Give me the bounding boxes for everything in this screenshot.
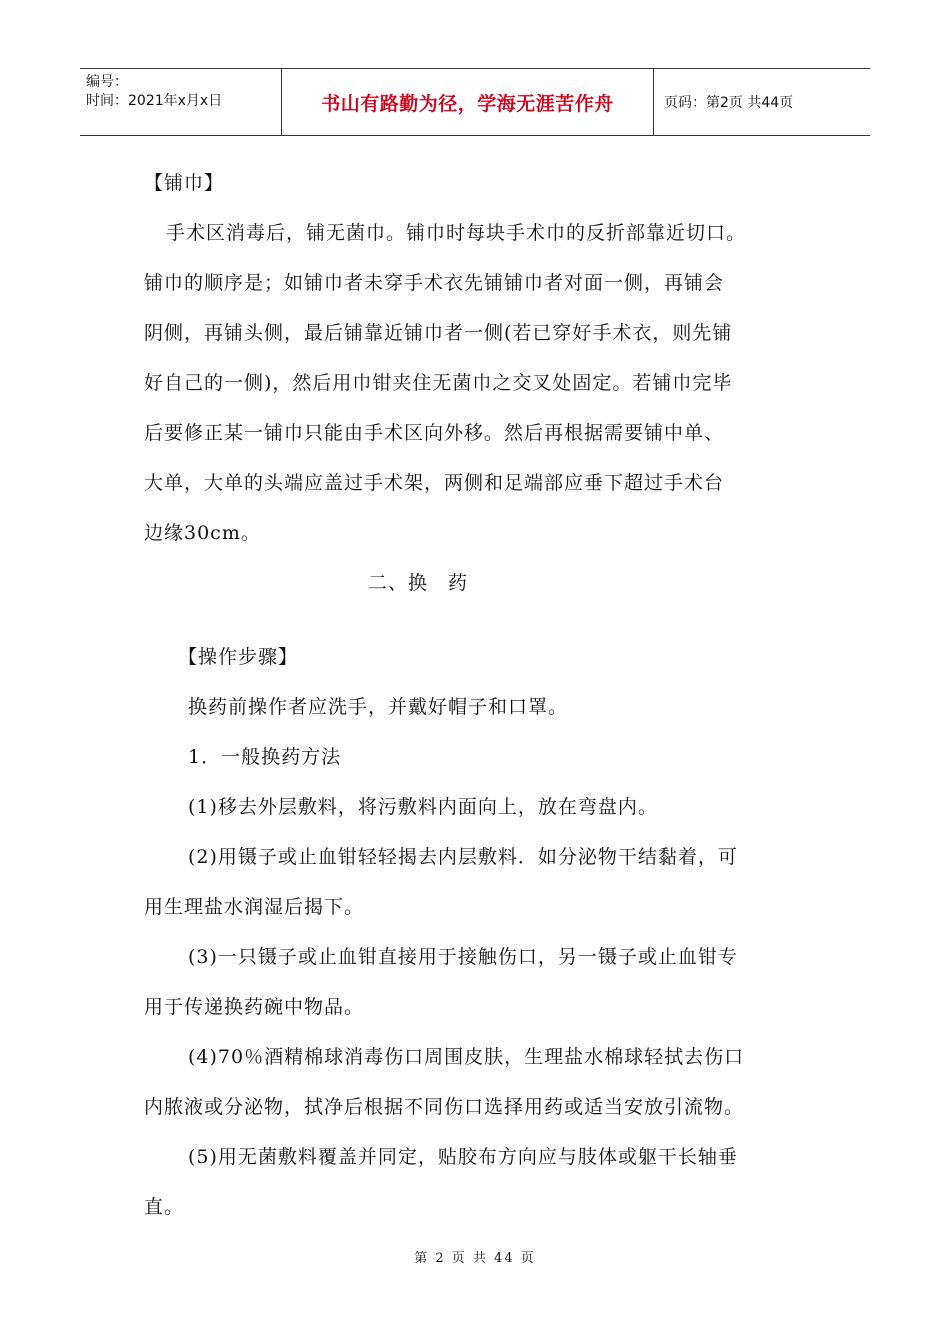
paragraph-line: 边缘30cm。 [144, 522, 261, 544]
subheading-general-method: 1．一般换药方法 [188, 746, 342, 768]
step-3-cont: 用于传递换药碗中物品。 [144, 996, 365, 1018]
paragraph-line: 后要修正某一铺巾只能由手术区向外移。然后再根据需要铺中单、 [144, 422, 725, 444]
step-5: (5)用无菌敷料覆盖并同定，贴胶布方向应与肢体或躯干长轴垂 [188, 1146, 738, 1168]
step-2-cont: 用生理盐水润湿后揭下。 [144, 896, 365, 918]
section-heading-steps: 【操作步骤】 [178, 646, 299, 668]
header-motto: 书山有路勤为径，学海无涯苦作舟 [282, 69, 654, 135]
paragraph-line: 铺巾的顺序是；如铺巾者未穿手术衣先铺铺巾者对面一侧，再铺会 [144, 272, 725, 294]
paragraph-line: 好自己的一侧)，然后用巾钳夹住无菌巾之交叉处固定。若铺巾完毕 [144, 372, 733, 394]
section-heading-pujin: 【铺巾】 [144, 172, 225, 194]
paragraph-line: 大单，大单的头端应盖过手术架，两侧和足端部应垂下超过手术台 [144, 472, 725, 494]
page-footer: 第 2 页 共 44 页 [414, 1251, 536, 1266]
step-3: (3)一只镊子或止血钳直接用于接触伤口，另一镊子或止血钳专 [188, 946, 738, 968]
document-header [80, 68, 870, 136]
step-1: (1)移去外层敷料，将污敷料内面向上，放在弯盘内。 [188, 796, 658, 818]
step-4-cont: 内脓液或分泌物，拭净后根据不同伤口选择用药或适当安放引流物。 [144, 1096, 745, 1118]
paragraph-line: 阴侧，再铺头侧，最后铺靠近铺巾者一侧(若已穿好手术衣，则先铺 [144, 322, 733, 344]
number-label: 编号： [86, 74, 128, 90]
chapter-heading-huanyao: 二、换 药 [368, 572, 469, 594]
header-page-info: 页码：第2页 共44页 [664, 95, 794, 111]
time-label: 时间：2021年x月x日 [86, 93, 223, 109]
paragraph-line: 换药前操作者应洗手，并戴好帽子和口罩。 [188, 696, 569, 718]
header-meta [80, 69, 282, 135]
step-4: (4)70％酒精棉球消毒伤口周围皮肤，生理盐水棉球轻拭去伤口 [188, 1046, 745, 1068]
paragraph-line: 手术区消毒后，铺无菌巾。铺巾时每块手术巾的反折部靠近切口。 [166, 222, 747, 244]
step-5-cont: 直。 [144, 1196, 185, 1218]
step-2: (2)用镊子或止血钳轻轻揭去内层敷料．如分泌物干结黏着，可 [188, 846, 738, 868]
